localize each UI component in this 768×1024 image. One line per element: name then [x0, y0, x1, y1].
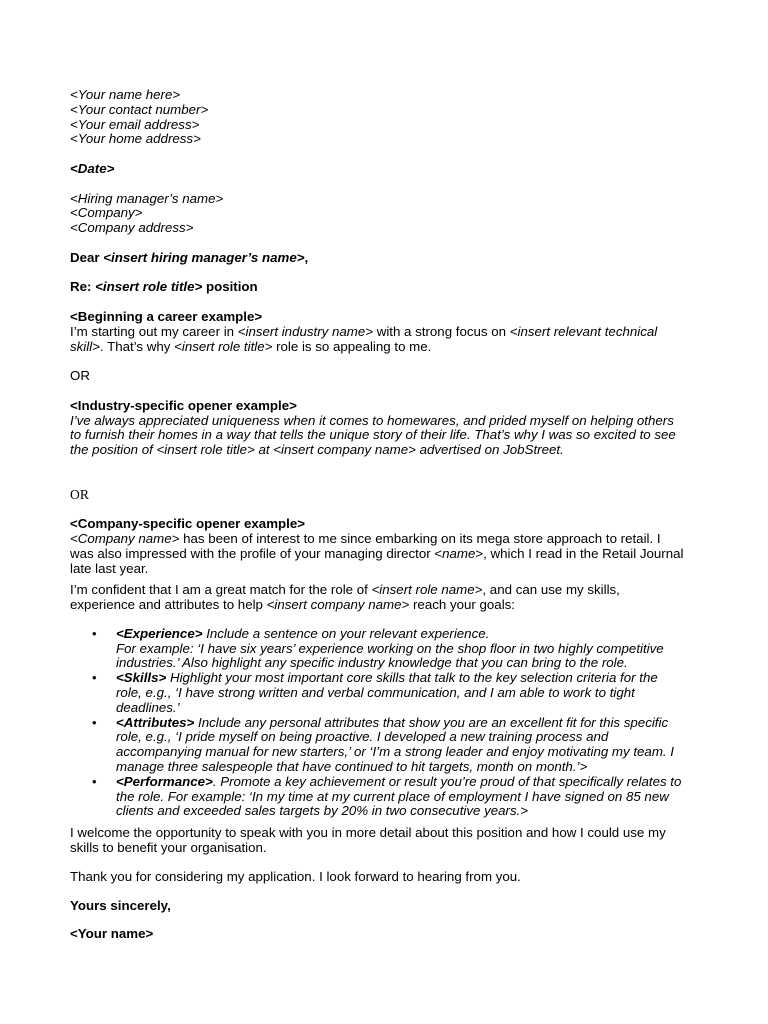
tip-skills — [70, 671, 708, 715]
tip-line: For example: ‘I have six years’ experience working on the shop floor in two highly competitive — [116, 640, 664, 656]
bullet-icon: • — [92, 625, 97, 641]
tip-line: industries.’ Also highlight any specific industry knowledge that you can bring to the role. — [116, 655, 628, 671]
re-prefix: Re: — [70, 279, 96, 295]
company-opener-line2 — [70, 547, 708, 562]
text-run: . That’s why — [99, 338, 175, 354]
or-separator-1: OR — [70, 368, 90, 384]
tip-experience — [70, 627, 708, 671]
welcome-line2: skills to benefit your organisation. — [70, 840, 267, 856]
company-opener-line3: late last year. — [70, 560, 149, 576]
salutation-dear: Dear — [70, 249, 104, 265]
tip-line: role, e.g., ‘I pride myself on being proactive. I developed a new training process and — [116, 729, 609, 745]
industry-opener-line1: I’ve always appreciated uniqueness when it comes to homewares, and prided myself on helping others — [70, 412, 674, 428]
career-opener-section — [70, 310, 708, 354]
tip-label: <Skills> — [116, 670, 167, 686]
confident-line2 — [70, 598, 708, 613]
sender-email: <Your email address> — [70, 116, 200, 132]
tip-line: clients and exceeded sales targets by 20% in two consecutive years.> — [116, 803, 529, 819]
tip-line: manage three salespeople that have continued to hit targets, month on month.’> — [116, 759, 588, 775]
text-run: was also impressed with the profile of your managing director < — [70, 545, 443, 561]
career-opener-line2 — [70, 340, 708, 355]
sender-contact: <Your contact number> — [70, 101, 209, 117]
confident-paragraph — [70, 583, 708, 613]
industry-opener-section — [70, 399, 708, 458]
re-suffix: position — [202, 279, 258, 295]
tip-label: <Performance> — [116, 773, 213, 789]
placeholder-company: <Company name> — [70, 530, 180, 546]
letter-date: <Date> — [70, 160, 115, 176]
tip-text: Include a sentence on your relevant experience. — [202, 625, 490, 641]
tip-label: <Attributes> — [116, 714, 195, 730]
salutation — [70, 251, 708, 266]
tip-performance — [70, 775, 708, 819]
salutation-name: <insert hiring manager’s name> — [103, 249, 305, 265]
text-run: >, which I read in the Retail Journal — [475, 545, 684, 561]
text-run: has been of interest to me since embarking on its mega store approach to retail. I — [179, 530, 661, 546]
placeholder-skill-end: skill> — [70, 338, 100, 354]
company-opener-heading: <Company-specific opener example> — [70, 516, 306, 532]
sender-block — [70, 88, 708, 147]
signature: <Your name> — [70, 926, 154, 942]
tip-label: <Experience> — [116, 625, 203, 641]
text-run: reach your goals: — [409, 597, 515, 613]
thanks-paragraph: Thank you for considering my application. I look forward to hearing from you. — [70, 868, 521, 884]
tips-list — [70, 627, 708, 819]
tip-line: role, e.g., ‘I have strong written and verbal communication, and I am able to work to tight — [116, 685, 635, 701]
placeholder-skill: <insert relevant technical — [509, 323, 658, 339]
tip-line — [116, 627, 708, 642]
tip-line: the role. For example: ‘In my time at my current place of employment I have signed on 85 new — [116, 788, 669, 804]
tip-line — [116, 671, 708, 686]
closing: Yours sincerely, — [70, 897, 171, 913]
tip-line: deadlines.’ — [116, 699, 180, 715]
placeholder-role: <insert role title> — [174, 338, 273, 354]
industry-opener-heading: <Industry-specific opener example> — [70, 397, 297, 413]
text-run: with a strong focus on — [373, 323, 510, 339]
placeholder-name: name — [442, 545, 476, 561]
career-opener-line1 — [70, 325, 708, 340]
tip-text: Highlight your most important core skills that talk to the key selection criteria for the — [166, 670, 658, 686]
placeholder-industry: <insert industry name> — [237, 323, 374, 339]
placeholder-role-name: <insert role name> — [371, 582, 483, 598]
welcome-paragraph — [70, 826, 708, 856]
tip-text: . Promote a key achievement or result you’re proud of that specifically relates to — [212, 773, 682, 789]
company-opener-line1 — [70, 532, 708, 547]
text-run: role is so appealing to me. — [272, 338, 432, 354]
recipient-manager: <Hiring manager’s name> — [70, 190, 224, 206]
text-run: , and can use my skills, — [482, 582, 620, 598]
tip-attributes — [70, 716, 708, 775]
industry-opener-line3: the position of <insert role title> at <insert company name> advertised on JobStreet. — [70, 442, 564, 458]
sender-name: <Your name here> — [70, 87, 181, 102]
bullet-icon: • — [92, 773, 97, 789]
sender-address: <Your home address> — [70, 131, 201, 147]
confident-line1 — [70, 583, 708, 598]
tip-line — [116, 716, 708, 731]
salutation-comma: , — [304, 249, 309, 265]
recipient-block — [70, 192, 708, 236]
text-run: experience and attributes to help — [70, 597, 267, 613]
bullet-icon: • — [92, 714, 97, 730]
tip-line — [116, 775, 708, 790]
recipient-company: <Company> — [70, 205, 143, 221]
re-line — [70, 280, 708, 295]
re-role: <insert role title> — [95, 279, 203, 295]
placeholder-company-name: <insert company name> — [266, 597, 410, 613]
recipient-address: <Company address> — [70, 220, 194, 236]
or-separator-2: OR — [70, 486, 89, 502]
text-run: I’m starting out my career in — [70, 323, 238, 339]
tip-line: accompanying manual for new starters,’ or ‘I’m a strong leader and enjoy motivating my team. I — [116, 744, 674, 760]
welcome-line1: I welcome the opportunity to speak with you in more detail about this position and how I could use my — [70, 825, 666, 841]
career-opener-heading: <Beginning a career example> — [70, 308, 263, 324]
company-opener-section — [70, 517, 708, 576]
industry-opener-line2: to furnish their homes in a way that tells the unique story of their life. That’s why I was so excited to see — [70, 427, 676, 443]
bullet-icon: • — [92, 670, 97, 686]
tip-text: Include any personal attributes that show you are an excellent fit for this specific — [194, 714, 669, 730]
text-run: I’m confident that I am a great match for the role of — [70, 582, 372, 598]
